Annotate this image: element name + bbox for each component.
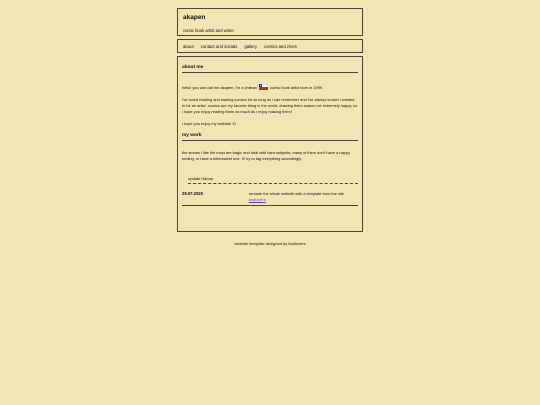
chile-flag-icon <box>259 84 268 90</box>
about-paragraph: i've loved reading and making comics for as long as i can remember and i've always known i wanted to be an artist. comics are my favorite thing in the world, drawing them makes me extremely happy, so i hope you enjoy reading them as much as i enjoy making them! <box>182 97 358 114</box>
nav-item-about[interactable]: about <box>183 43 194 49</box>
site-header <box>177 8 363 36</box>
my-work-paragraph: the stories i like the most are tragic and deal with hard subjects, many of them don't have a happy ending, or have a bittersweet one. i'll try to tag everything accordingly. <box>182 150 350 161</box>
about-intro-text-end: comic book artist born in 1999. <box>270 85 324 90</box>
about-intro <box>182 84 358 91</box>
site-subtitle: comic book artist and writer <box>183 28 234 33</box>
about-intro-text: hello! you can call me akapen, i'm a chilean <box>182 85 257 90</box>
update-date: 29.07.2025 <box>182 191 203 196</box>
update-text <box>249 191 358 203</box>
footer-credit: website template designed by foollovers <box>234 241 306 246</box>
nav-item-comics-and-zines[interactable]: comics and zines <box>263 43 297 49</box>
update-history-label: update history <box>188 176 358 184</box>
foollovers-link[interactable]: foollovers <box>249 197 266 202</box>
about-closing: i hope you enjoy my website :D <box>182 121 236 126</box>
about-heading: about me <box>182 65 358 73</box>
nav-item-gallery[interactable]: gallery <box>244 43 257 49</box>
my-work-heading: my work <box>182 133 358 141</box>
main-content <box>177 56 363 232</box>
site-title: akapen <box>183 14 206 21</box>
update-entry <box>182 191 358 206</box>
nav-bar <box>177 39 363 53</box>
page-wrapper <box>177 0 363 246</box>
nav-item-contact-and-socials[interactable]: contact and socials <box>200 43 238 49</box>
update-description: remade the whole website with a template from the site <box>249 191 344 196</box>
